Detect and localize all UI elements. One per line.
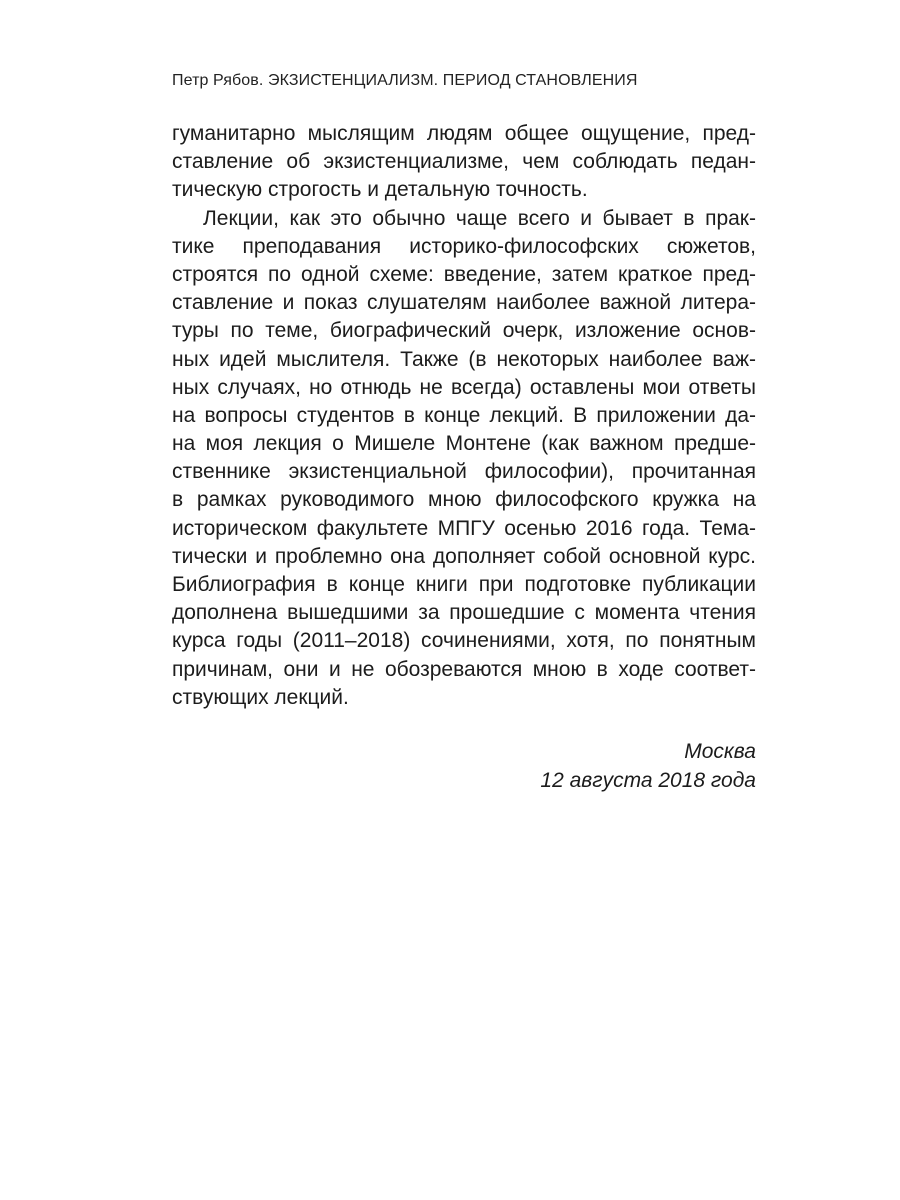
signature-place: Москва <box>684 740 756 763</box>
body-text <box>172 120 756 712</box>
paragraph-2-line-9: на моя лекция о Мишеле Монтене (как важном предше- <box>172 432 756 456</box>
paragraph-1-line-1: гуманитарно мыслящим людям общее ощущение, пред- <box>172 122 756 145</box>
paragraph-2-line-17: причинам, они и не обозреваются мною в ходе соответ- <box>172 657 756 681</box>
paragraph-2-line-12: историческом факультете МПГУ осенью 2016 года. Тема- <box>172 516 756 540</box>
paragraph-2-line-7: ных случаях, но отнюдь не всегда) оставлены мои ответы <box>172 375 756 399</box>
paragraph-2-line-8: на вопросы студентов в конце лекций. В приложении да- <box>172 403 756 427</box>
paragraph-2-line-2: тике преподавания историко-философских сюжетов, <box>172 234 756 258</box>
paragraph-1-line-2: ставление об экзистенциализме, чем соблюдать педан- <box>172 150 756 174</box>
paragraph-2-line-4: ставление и показ слушателям наиболее важной литера- <box>172 291 756 315</box>
paragraph-2-line-10: ственнике экзистенциальной философии), прочитанная <box>172 460 756 484</box>
paragraph-1-line-3: тическую строгость и детальную точность. <box>172 178 588 202</box>
paragraph-2-line-3: строятся по одной схеме: введение, затем краткое пред- <box>172 262 756 286</box>
paragraph-2-line-18: ствующих лекций. <box>172 685 349 709</box>
paragraph-2-line-15: дополнена вышедшими за прошедшие с момента чтения <box>172 601 756 625</box>
paragraph-2-line-16: курса годы (2011–2018) сочинениями, хотя, по понятным <box>172 629 756 653</box>
paragraph-2-line-14: Библиография в конце книги при подготовке публикации <box>172 573 756 596</box>
paragraph-2-line-6: ных идей мыслителя. Также (в некоторых наиболее важ- <box>172 347 756 371</box>
signature-date: 12 августа 2018 года <box>540 769 756 792</box>
running-head: Петр Рябов. ЭКЗИСТЕНЦИАЛИЗМ. ПЕРИОД СТАНОВЛЕНИЯ <box>172 72 638 89</box>
paragraph-2-line-11: в рамках руководимого мною философского кружка на <box>172 488 756 512</box>
paragraph-2-line-1: Лекции, как это обычно чаще всего и бывает в прак- <box>203 206 756 230</box>
paragraph-2-line-13: тически и проблемно она дополняет собой основной курс. <box>172 544 756 568</box>
paragraph-2-line-5: туры по теме, биографический очерк, изложение основ- <box>172 319 756 343</box>
signature <box>172 737 756 795</box>
